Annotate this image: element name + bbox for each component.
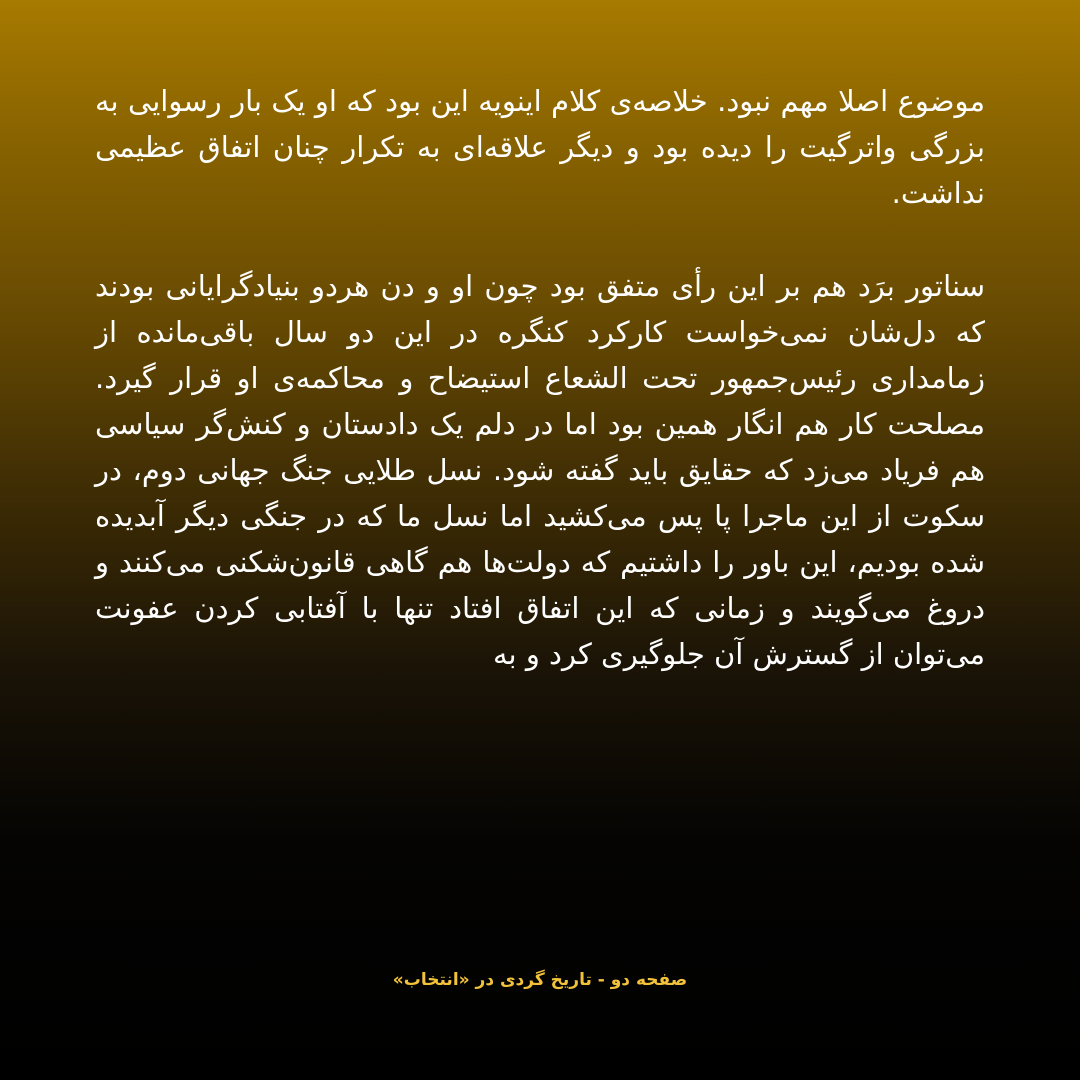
post-body — [95, 78, 985, 677]
page-footer-caption: صفحه دو - تاریخ گردی در «انتخاب» — [392, 970, 688, 990]
paragraph-1: موضوع اصلا مهم نبود. خلاصه‌ی کلام اینویه این بود که او یک بار رسوایی به بزرگی واترگیت را دیده بود و دیگر علاقه‌ای به تکرار چنان اتفاق عظیمی نداشت. — [95, 84, 985, 210]
paragraph-2: سناتور برَد هم بر این رأی متفق بود چون او و دن هردو بنیادگرایانی بودند که دل‌شان نمی‌خواست کارکرد کنگره در این دو سال باقی‌مانده از زمامداری رئیس‌جمهور تحت الشعاع استیضاح و محاکمه‌ی او قرار گیرد. مصلحت کار هم انگار همین بود اما در دلم یک دادستان و کنش‌گر سیاسی هم فریاد می‌زد که حقایق باید گفته شود. نسل طلایی جنگ جهانی دوم، در سکوت از این ماجرا پا پس می‌کشید اما نسل ما که در جنگی دیگر آبدیده شده بودیم، این باور را داشتیم که دولت‌ها هم گاهی قانون‌شکنی می‌کنند و دروغ می‌گویند و زمانی که این اتفاق افتاد تنها با آفتابی کردن عفونت می‌توان از گسترش آن جلوگیری کرد و به — [95, 269, 985, 671]
